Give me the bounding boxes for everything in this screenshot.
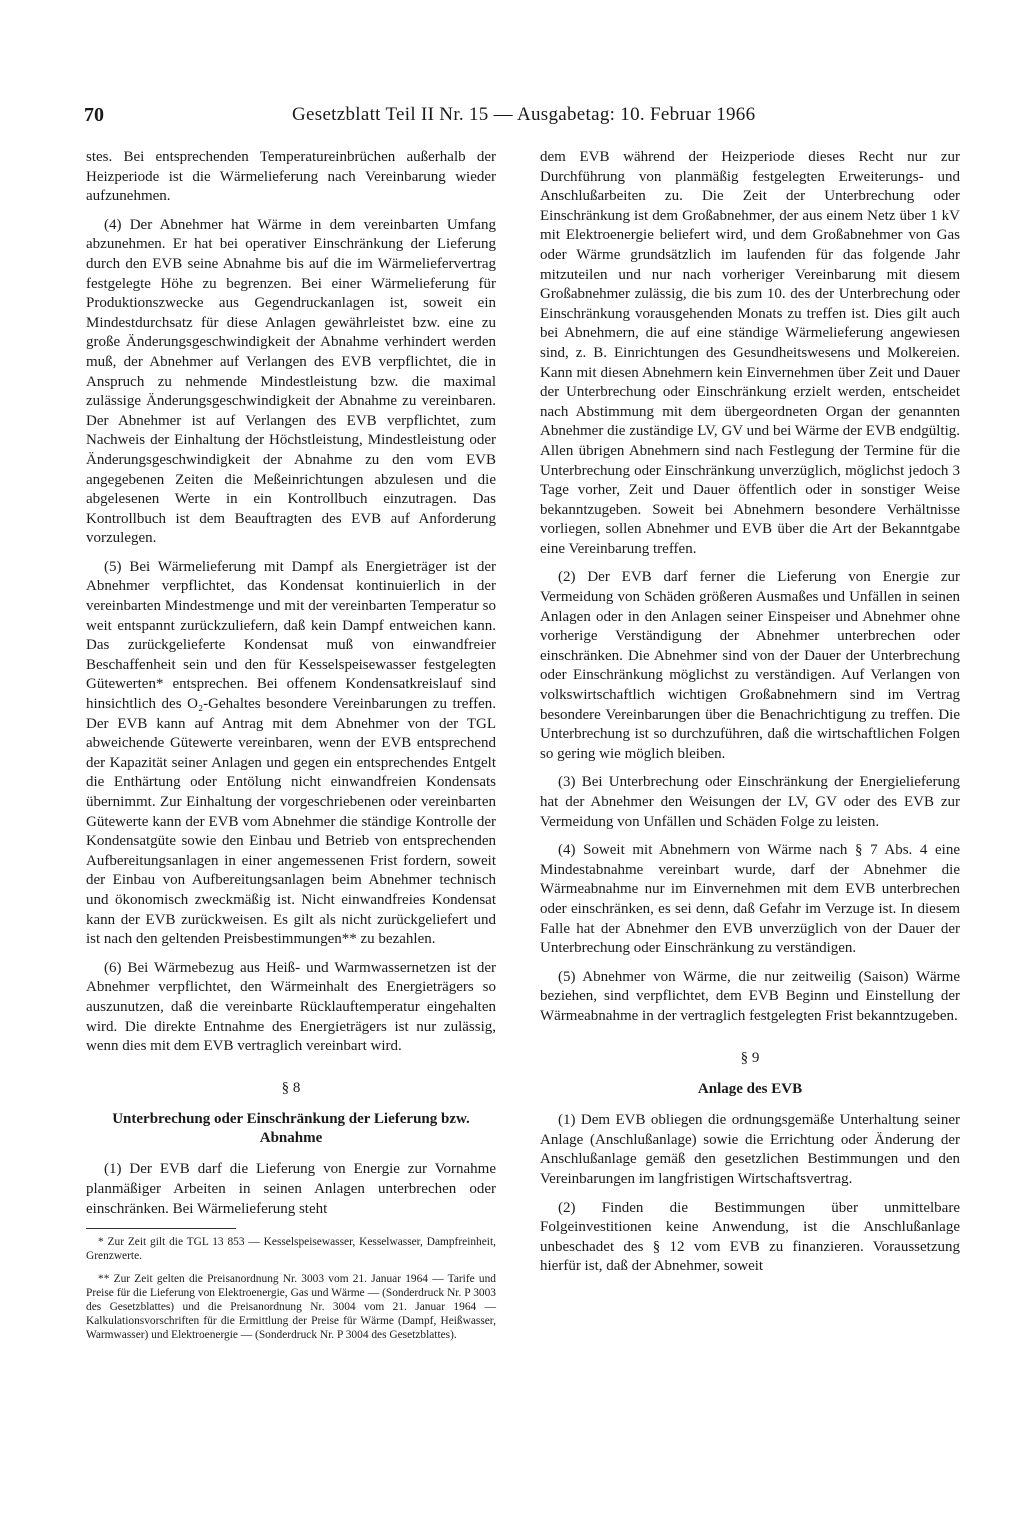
paragraph-8-1: (1) Der EVB darf die Lieferung von Energie zur Vornahme planmäßiger Arbeiten in seinen Anlagen unterbrechen oder einschränken. Bei Wärmelieferung steht bbox=[86, 1161, 496, 1217]
footnote-1: * Zur Zeit gilt die TGL 13 853 — Kesselspeisewasser, Kesselwasser, Dampfreinheit, Grenzwerte. bbox=[86, 1236, 496, 1263]
footnote-2: ** Zur Zeit gelten die Preisanordnung Nr. 3003 vom 21. Januar 1964 — Tarife und Preise für die Lieferung von Elektroenergie, Gas und Wärme — (Sonderdruck Nr. P 3003 des Gesetzblattes) und die Preisanordnung Nr. 3004 vom 21. Januar 1964 — Kalkulationsvorschriften für die Ermittlung der Preise für Wärme (Dampf, Heißwasser, Warmwasser) und Elektroenergie — (Sonderdruck Nr. P 3004 des Gesetzblattes). bbox=[86, 1273, 496, 1342]
page-header bbox=[84, 104, 956, 136]
paragraph-8-4: (4) Soweit mit Abnehmern von Wärme nach § 7 Abs. 4 eine Mindestabnahme vereinbart wurde, darf der Abnehmer die Wärmeabnahme nur im Einvernehmen mit dem EVB unterbrechen oder einschränken, es sei denn, daß Gefahr im Verzuge ist. In diesem Falle hat der Abnehmer den EVB unverzüglich von der Dauer der Unterbrechung oder Einschränkung zu verständigen. bbox=[540, 842, 960, 957]
paragraph-8-1-continuation: dem EVB während der Heizperiode dieses Recht nur zur Durchführung von planmäßig festgelegten Erweiterungs- und Anschlußarbeiten zu. Die Zeit der Unterbrechung oder Einschränkung ist dem Großabnehmer, der aus einem Netz über 1 kV mit Elektroenergie beliefert wird, und dem Großabnehmer von Gas oder Wärme grundsätzlich im laufenden für das folgende Jahr mitzuteilen und nur nach vorheriger Vereinbarung mit diesem Großabnehmer zulässig, die bis zum 10. des der Unterbrechung oder Einschränkung vorausgehenden Monats zu treffen ist. Dies gilt auch bei Abnehmern, die auf eine ständige Wärmelieferung angewiesen sind, z. B. Einrichtungen des Gesundheitswesens und Molkereien. Kann mit diesen Abnehmern kein Einvernehmen über Zeit und Dauer der Unterbrechung oder Einschränkung erzielt werden, entscheidet nach Abstimmung mit dem übergeordneten Organ der genannten Abnehmer die zuständige LV, GV und bei Wärme der EVB endgültig. Allen übrigen Abnehmern sind nach Festlegung der Termine für die Unterbrechung oder Einschränkung unverzüglich, möglichst jedoch 3 Tage vorher, Zeit und Dauer öffentlich oder in sonstiger Weise bekanntzugeben. Soweit bei Abnehmern besondere Verhältnisse vorliegen, sollen Abnehmer und EVB über die Art der Bekanntgabe eine Vereinbarung treffen. bbox=[540, 149, 960, 557]
paragraph-7-6: (6) Bei Wärmebezug aus Heiß- und Warmwassernetzen ist der Abnehmer verpflichtet, den Wärmeinhalt des Energieträgers so auszunutzen, daß die vereinbarte Rücklauftemperatur eingehalten wird. Die direkte Entnahme des Energieträgers ist nur zulässig, wenn dies mit dem EVB vertraglich vereinbart wird. bbox=[86, 959, 496, 1055]
paragraph-continuation: stes. Bei entsprechenden Temperatureinbrüchen außerhalb der Heizperiode ist die Wärmelieferung nach Vereinbarung wieder aufzunehmen. bbox=[86, 149, 496, 205]
section-9-number: § 9 bbox=[740, 1049, 760, 1066]
gazette-header-title: Gesetzblatt Teil II Nr. 15 — Ausgabetag: 10. Februar 1966 bbox=[292, 104, 756, 125]
paragraph-7-5: (5) Bei Wärmelieferung mit Dampf als Energieträger ist der Abnehmer verpflichtet, das Kondensat kontinuierlich in der vereinbarten Mindestmenge und mit der vereinbarten Temperatur so weit entspannt zurückzuliefern, daß kein Dampf entweichen kann. Das zurückgelieferte Kondensat muß von einwandfreier Beschaffenheit sein und den für Kesselspeisewasser festgelegten Gütewerten* entsprechen. Bei offenem Kondensatkreislauf sind hinsichtlich des O₂-Gehaltes besondere Vereinbarungen zu treffen. Der EVB kann auf Antrag mit dem Abnehmer von der TGL abweichende Gütewerte vereinbaren, wenn der EVB entsprechend der Kapazität seiner Anlagen und gegen ein entsprechendes Entgelt die Enthärtung oder Entölung nicht einwandfreien Kondensats übernimmt. Zur Einhaltung der vorgeschriebenen oder vereinbarten Gütewerte kann der EVB vom Abnehmer die ständige Kontrolle der Kondensatgüte sowie den Einbau und Betrieb von entsprechenden Aufbereitungsanlagen in einer angemessenen Frist fordern, soweit der Einbau von Aufbereitungsanlagen beim Abnehmer technisch und ökonomisch zweckmäßig ist. Nicht einwandfreies Kondensat kann der EVB zurückweisen. Es gilt als nicht zurückgeliefert und ist nach den geltenden Preisbestimmungen** zu bezahlen. bbox=[86, 558, 496, 948]
section-9-title: Anlage des EVB bbox=[697, 1081, 803, 1098]
left-column bbox=[86, 148, 496, 1351]
section-8-title: Unterbrechung oder Einschränkung der Lieferung bzw. Abnahme bbox=[112, 1111, 470, 1147]
paragraph-8-3: (3) Bei Unterbrechung oder Einschränkung der Energielieferung hat der Abnehmer den Weisungen der LV, GV oder des EVB zur Vermeidung von Unfällen und Schäden Folge zu leisten. bbox=[540, 774, 960, 830]
section-8-number: § 8 bbox=[281, 1079, 301, 1096]
page-number: 70 bbox=[84, 104, 104, 126]
paragraph-9-2: (2) Finden die Bestimmungen über unmittelbare Folgeinvestitionen keine Anwendung, ist die Anschlußanlage unbeschadet des § 12 vom EVB zu finanzieren. Voraussetzung hierfür ist, daß der Abnehmer, soweit bbox=[540, 1199, 960, 1275]
paragraph-8-5: (5) Abnehmer von Wärme, die nur zeitweilig (Saison) Wärme beziehen, sind verpflichtet, dem EVB Beginn und Einstellung der Wärmeabnahme in der vertraglich festgelegten Frist bekanntzugeben. bbox=[540, 968, 960, 1024]
right-column bbox=[540, 148, 960, 1286]
paragraph-9-1: (1) Dem EVB obliegen die ordnungsgemäße Unterhaltung seiner Anlage (Anschlußanlage) sowie die Errichtung oder Änderung der Anschlußanlage gemäß den gesetzlichen Bestimmungen und den Vereinbarungen im langfristigen Wirtschaftsvertrag. bbox=[540, 1112, 960, 1187]
paragraph-8-2: (2) Der EVB darf ferner die Lieferung von Energie zur Vermeidung von Schäden größeren Ausmaßes und Unfällen in seinen Anlagen oder in den Anlagen seiner Einspeiser und Abnehmer ohne vorherige Verständigung der Abnehmer unterbrechen oder einschränken. Die Abnehmer sind von der Dauer der Unterbrechung oder Einschränkung möglichst zu verständigen. Auf Verlangen von volkswirtschaftlich wichtigen Großabnehmern sind im Vertrag besondere Vereinbarungen über die Benachrichtigung zu treffen. Die Unterbrechung ist so durchzuführen, daß die wirtschaftlichen Folgen so gering wie möglich bleiben. bbox=[540, 569, 960, 762]
footnote-divider bbox=[86, 1228, 236, 1229]
paragraph-7-4: (4) Der Abnehmer hat Wärme in dem vereinbarten Umfang abzunehmen. Er hat bei operativer Einschränkung der Lieferung durch den EVB seine Abnahme bis auf die im Wärmeliefervertrag festgelegte Höhe zu begrenzen. Bei einer Wärmelieferung für Produktionszwecke aus Gegendruckanlagen ist, soweit ein Mindestdurchsatz für diese Anlagen gewährleistet bzw. eine zu große Änderungsgeschwindigkeit der Abnahme verhindert werden muß, der Abnehmer auf Verlangen des EVB verpflichtet, die in Anspruch zu nehmende Mindestleistung bzw. die maximal zulässige Änderungsgeschwindigkeit der Abnahme zu vereinbaren. Der Abnehmer ist auf Verlangen des EVB verpflichtet, zum Nachweis der Einhaltung der Höchstleistung, Mindestleistung oder Änderungsgeschwindigkeit der Abnahme zu den vom EVB angegebenen Zeiten die Meßeinrichtungen abzulesen und die abgelesenen Werte in ein Kontrollbuch einzutragen. Das Kontrollbuch ist dem Beauftragten des EVB auf Anforderung vorzulegen. bbox=[86, 216, 496, 547]
